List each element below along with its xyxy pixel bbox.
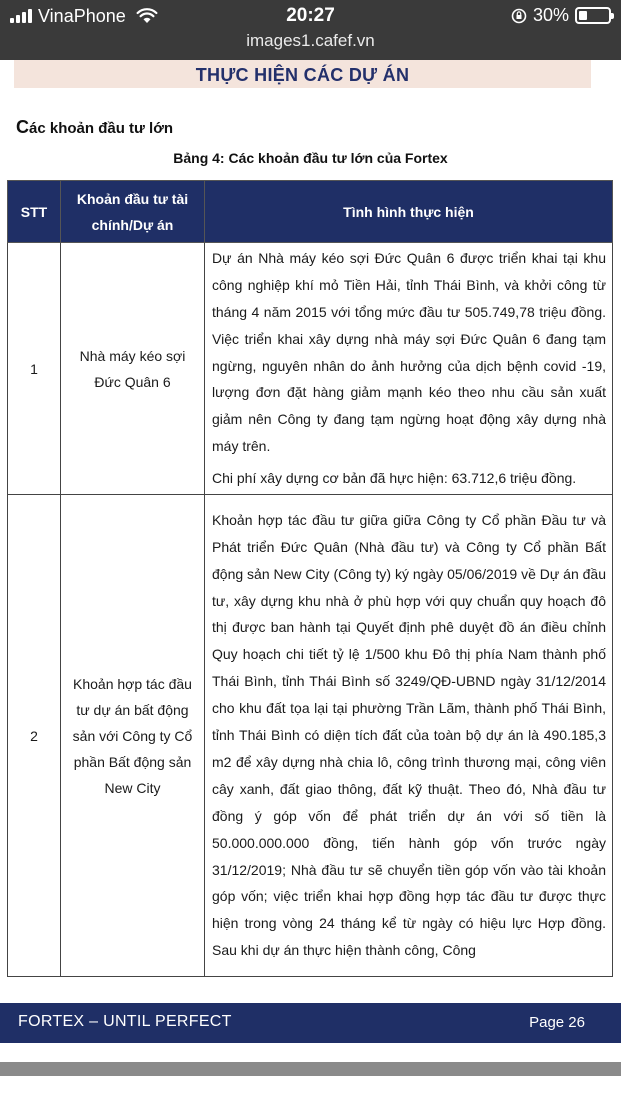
orientation-lock-icon <box>511 8 527 24</box>
table-row <box>8 495 613 977</box>
section-title-band <box>14 60 591 88</box>
subheading-rest: ác khoản đầu tư lớn <box>29 120 174 137</box>
name-line: Nhà máy kéo sợi <box>79 347 186 364</box>
name-line: phần Bất động sản <box>73 753 192 770</box>
status-bar <box>0 0 621 60</box>
detail-paragraph: Dự án Nhà máy kéo sợi Đức Quân 6 được triển khai tại khu công nghiệp khí mỏ Tiền Hải, tỉnh Thái Bình, và khởi công từ tháng 4 năm 2015 với tổng mức đầu tư 505.749,78 triệu đồng. Việc triển khai xây dựng nhà máy sợi Đức Quân 6 đang tạm ngừng, nguyên nhân do ảnh hưởng của dịch bệnh covid -19, lượng đơn đặt hàng giảm mạnh kéo theo nhu cầu sản xuất giảm nên Công ty đang tạm ngừng hoạt động xây dựng nhà máy trên. <box>212 249 606 455</box>
header-item-line1: Khoản đầu tư tài <box>76 190 189 207</box>
battery-percent: 30% <box>532 5 569 25</box>
row-project-name <box>61 243 205 495</box>
row-project-name <box>61 495 205 977</box>
subheading-initial: C <box>16 117 29 137</box>
detail-paragraph: Khoản hợp tác đầu tư giữa giữa Công ty Cổ phần Đầu tư và Phát triển Đức Quân (Nhà đầu tư) và Công ty Cổ phần Bất động sản New City (Công ty) ký ngày 05/06/2019 về Dự án đầu tư, xây dựng khu nhà ở phù hợp với quy chuẩn quy hoạch đô thị được ban hành tại Quyết định phê duyệt đồ án điều chỉnh Quy hoạch chi tiết tỷ lệ 1/500 khu Đô thị phía Nam thành phố Thái Bình, tỉnh Thái Bình số 3249/QĐ-UBND ngày 31/12/2014 cho khu đất tọa lại tại phường Trần Lãm, thành phố Thái Bình, tỉnh Thái Bình có diện tích đất của toàn bộ dự án là 490.185,3 m2 để xây dựng nhà chia lô, công trình thương mại, công viên cây xanh, đất giao thông, đất kỹ thuật. Theo đó, Nhà đầu tư đồng ý góp vốn để phát triển dự án với số tiền là 50.000.000.000 đồng, tiến hành góp vốn trước ngày 31/12/2019; Nhà đầu tư sẽ chuyển tiền góp vốn vào tài khoản góp vốn; việc triển khai hợp đồng hợp tác đầu tư được thực hiện trong vòng 24 tháng kể từ ngày có hiệu lực Hợp đồng. Sau khi dự án thực hiện thành công, Công <box>212 511 606 959</box>
clock: 20:27 <box>286 5 335 26</box>
table-caption: Bảng 4: Các khoản đầu tư lớn của Fortex <box>173 150 448 166</box>
carrier-name: VinaPhone <box>38 5 126 26</box>
name-line: tư dự án bất động <box>76 701 189 718</box>
name-line: New City <box>104 779 161 796</box>
table-row <box>8 243 613 495</box>
footer-brand: FORTEX – UNTIL PERFECT <box>18 1013 232 1030</box>
investment-table <box>7 180 613 977</box>
table-header-row <box>8 181 613 243</box>
header-stt: STT <box>8 181 61 243</box>
scroll-divider <box>0 1062 621 1076</box>
name-line: Đức Quân 6 <box>94 373 171 390</box>
row-stt: 2 <box>8 495 61 977</box>
battery-icon <box>575 7 611 24</box>
page-footer <box>0 1003 621 1043</box>
row-stt: 1 <box>8 243 61 495</box>
row-status-detail <box>205 495 613 977</box>
header-item <box>61 181 205 243</box>
header-status: Tình hình thực hiện <box>205 181 613 243</box>
page-number: Page 26 <box>529 1014 585 1031</box>
subheading <box>16 117 173 138</box>
section-title: THỰC HIỆN CÁC DỰ ÁN <box>195 65 410 85</box>
name-line: sản với Công ty Cổ <box>72 727 193 744</box>
detail-paragraph: Chi phí xây dựng cơ bản đã hực hiện: 63.712,6 triệu đồng. <box>212 470 577 487</box>
name-line: Khoản hợp tác đầu <box>73 675 192 692</box>
header-item-line2: chính/Dự án <box>91 216 174 233</box>
row-status-detail <box>205 243 613 495</box>
url-bar[interactable]: images1.cafef.vn <box>246 31 375 50</box>
status-right <box>511 5 611 26</box>
